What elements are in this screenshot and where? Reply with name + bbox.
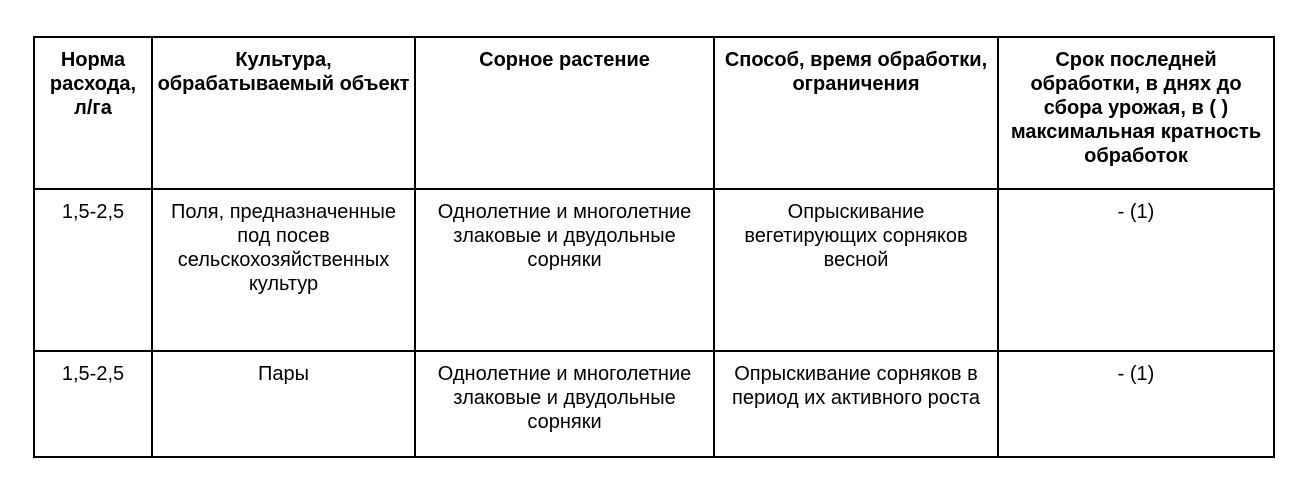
cell-last-treatment-term: - (1) bbox=[998, 189, 1274, 351]
header-last-treatment-term: Срок последней обработки, в днях до сбора урожая, в ( ) максимальная кратность обработок bbox=[998, 37, 1274, 189]
table-header-row bbox=[34, 37, 1274, 189]
header-method-time: Способ, время обработки, ограничения bbox=[714, 37, 998, 189]
header-weed: Сорное растение bbox=[415, 37, 714, 189]
cell-crop-object: Поля, предназначенные под посев сельскохозяйственных культур bbox=[152, 189, 415, 351]
herbicide-regulations-table bbox=[33, 36, 1275, 458]
table-row bbox=[34, 189, 1274, 351]
header-crop-object: Культура, обрабатываемый объект bbox=[152, 37, 415, 189]
table-row bbox=[34, 351, 1274, 457]
cell-crop-object: Пары bbox=[152, 351, 415, 457]
cell-last-treatment-term: - (1) bbox=[998, 351, 1274, 457]
header-application-rate: Норма расхода, л/га bbox=[34, 37, 152, 189]
cell-weed: Однолетние и многолетние злаковые и двудольные сорняки bbox=[415, 351, 714, 457]
cell-weed: Однолетние и многолетние злаковые и двудольные сорняки bbox=[415, 189, 714, 351]
cell-method-time: Опрыскивание вегетирующих сорняков весной bbox=[714, 189, 998, 351]
cell-method-time: Опрыскивание сорняков в период их активного роста bbox=[714, 351, 998, 457]
cell-application-rate: 1,5-2,5 bbox=[34, 189, 152, 351]
cell-application-rate: 1,5-2,5 bbox=[34, 351, 152, 457]
